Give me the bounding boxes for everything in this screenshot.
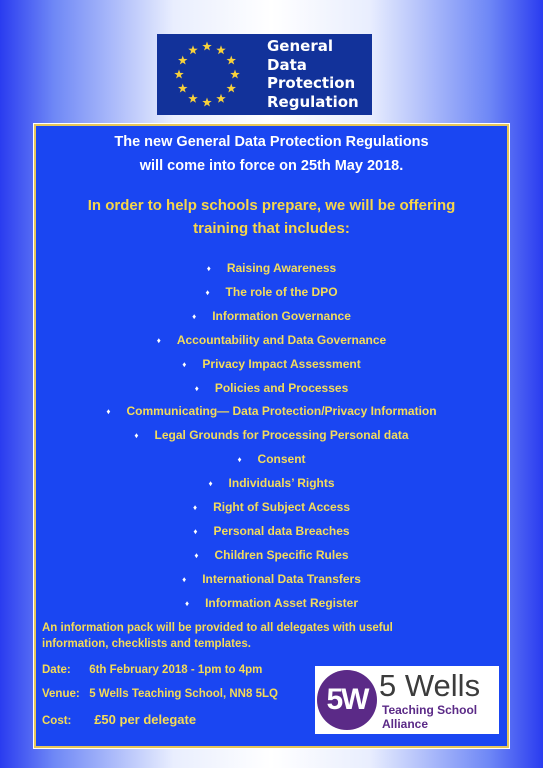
logo-line-regulation: Regulation — [267, 92, 359, 111]
eu-star-icon — [230, 70, 240, 79]
diamond-bullet-icon: ♦ — [206, 264, 211, 273]
topic-label: Policies and Processes — [214, 380, 349, 395]
gdpr-logo — [157, 34, 372, 115]
five-wells-subtitle-line-1: Teaching School — [382, 703, 478, 717]
topic-item — [36, 547, 507, 563]
venue-value: 5 Wells Teaching School, NN8 5LQ — [89, 688, 278, 700]
diamond-bullet-icon: ♦ — [205, 287, 210, 297]
topic-label: International Data Transfers — [202, 571, 361, 586]
topic-label: Legal Grounds for Processing Personal data — [154, 428, 409, 443]
venue-label: Venue: — [42, 688, 80, 700]
topic-item — [36, 332, 507, 348]
info-pack-line-1: An information pack will be provided to all delegates with useful — [42, 622, 393, 634]
cost-value: £50 per delegate — [94, 712, 197, 727]
eu-star-icon — [226, 84, 236, 93]
date-row — [42, 664, 262, 676]
gdpr-logo-text — [267, 37, 371, 111]
five-wells-mark-icon: 5W — [317, 670, 377, 730]
eu-star-icon — [202, 42, 212, 51]
five-wells-logo — [315, 666, 499, 734]
topic-item — [36, 260, 507, 276]
eu-star-icon — [174, 70, 184, 79]
topic-label: Children Specific Rules — [214, 547, 349, 562]
diamond-bullet-icon: ♦ — [237, 455, 242, 465]
diamond-bullet-icon: ♦ — [192, 503, 198, 512]
topic-item — [36, 451, 507, 467]
headline-line-3: In order to help schools prepare, we will be offering — [87, 197, 456, 214]
topic-item — [36, 523, 507, 539]
topic-label: Information Asset Register — [205, 595, 358, 610]
diamond-bullet-icon: ♦ — [182, 574, 187, 584]
logo-line-general: General — [267, 37, 333, 55]
cost-row — [42, 712, 196, 727]
info-pack-line-2: information, checklists and templates. — [42, 638, 251, 650]
five-wells-name: 5 Wells — [379, 668, 481, 703]
topic-label: Individuals’ Rights — [228, 476, 335, 491]
diamond-bullet-icon: ♦ — [192, 311, 197, 321]
topic-item — [36, 595, 507, 611]
diamond-bullet-icon: ♦ — [106, 407, 111, 417]
eu-star-icon — [216, 94, 226, 103]
diamond-bullet-icon: ♦ — [194, 383, 199, 393]
topic-item — [36, 356, 507, 372]
five-wells-subtitle-line-2: Alliance — [382, 717, 429, 731]
diamond-bullet-icon: ♦ — [134, 431, 139, 441]
headline-line-2: will come into force on 25th May 2018. — [139, 158, 404, 174]
logo-line-protection: Protection — [267, 74, 356, 92]
topic-item — [36, 475, 507, 491]
eu-stars-icon — [157, 34, 257, 115]
topic-label: Accountability and Data Governance — [176, 332, 387, 347]
diamond-bullet-icon: ♦ — [193, 526, 198, 536]
topic-label: Privacy Impact Assessment — [202, 356, 361, 371]
eu-star-icon — [178, 56, 188, 65]
topic-item — [36, 284, 507, 300]
eu-star-icon — [188, 94, 198, 103]
topic-item — [36, 403, 507, 419]
eu-star-icon — [178, 84, 188, 93]
cost-label: Cost: — [42, 715, 72, 727]
date-value: 6th February 2018 - 1pm to 4pm — [89, 664, 263, 676]
topic-label: Communicating— Data Protection/Privacy Information — [126, 404, 437, 419]
topic-item — [36, 499, 507, 515]
topic-label: Personal data Breaches — [213, 523, 350, 538]
topic-label: Information Governance — [212, 308, 351, 323]
topic-label: Right of Subject Access — [213, 500, 350, 514]
topic-item — [36, 571, 507, 587]
topic-item — [36, 427, 507, 443]
diamond-bullet-icon: ♦ — [182, 359, 187, 369]
diamond-bullet-icon: ♦ — [208, 479, 213, 489]
diamond-bullet-icon: ♦ — [194, 550, 199, 560]
topic-label: Raising Awareness — [226, 261, 337, 275]
topic-item — [36, 380, 507, 396]
topic-item — [36, 308, 507, 324]
topic-label: Consent — [257, 452, 306, 467]
topic-label: The role of the DPO — [225, 284, 338, 299]
diamond-bullet-icon: ♦ — [184, 598, 190, 608]
eu-star-icon — [216, 45, 226, 54]
headline-line-1: The new General Data Protection Regulations — [114, 134, 429, 150]
headline-line-4: training that includes: — [193, 220, 350, 237]
info-panel — [34, 124, 509, 748]
venue-row — [42, 688, 278, 700]
five-wells-subtitle — [382, 703, 477, 731]
diamond-bullet-icon: ♦ — [156, 335, 161, 345]
logo-line-data: Data — [267, 55, 307, 74]
eu-star-icon — [226, 56, 236, 65]
date-label: Date: — [42, 664, 71, 676]
eu-star-icon — [202, 98, 212, 107]
eu-star-icon — [188, 45, 198, 54]
